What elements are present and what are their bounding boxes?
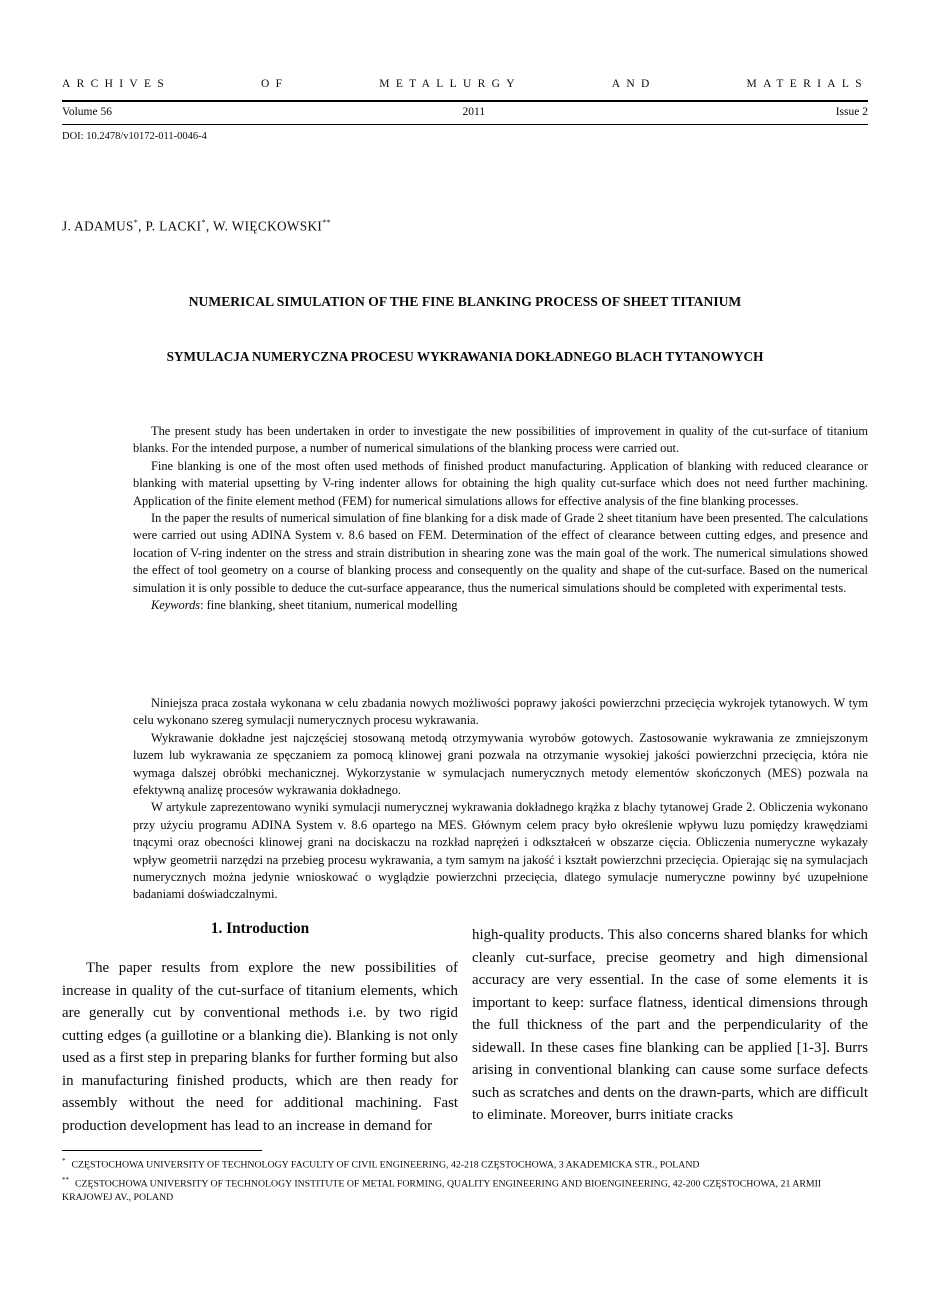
intro-paragraph-left: The paper results from explore the new possibilities of increase in quality of the cut-surface of titanium elements, which are generally cut by conventional methods i.e. by two rigid cutting edges (a guillotine or a blanking die). Blanking is not only used as a first step in preparing blanks for further forming but also in manufacturing finished products, which are then ready for assembly without the need for additional machining. Fast production development has lead to an increase in demand for (62, 960, 458, 1134)
abstract-pl-paragraph-1: Niniejsza praca została wykonana w celu zbadania nowych możliwości poprawy jakości powierzchni przecięcia wykrojek tytanowych. W tym celu wykonano szereg symulacji numerycznych procesu wykrawania. (133, 696, 868, 728)
volume-label: Volume 56 (62, 106, 112, 118)
author-3-affiliation-mark: ** (322, 218, 331, 227)
footnote-2-marker: ** (62, 1175, 69, 1184)
journal-word-archives: ARCHIVES (62, 78, 171, 90)
header-rule-top (62, 100, 868, 102)
journal-header (62, 78, 868, 90)
issue-label: Issue 2 (835, 106, 868, 118)
keywords-text: : fine blanking, sheet titanium, numerical modelling (200, 598, 458, 613)
abstract-pl-paragraph-2: Wykrawanie dokładne jest najczęściej stosowaną metodą otrzymywania wyrobów gotowych. Zastosowanie wykrawania ze zmniejszonym luzem lub wykrawania ze spęczaniem za pomocą klinowej grani pozwala na otrzymanie wysokiej jakości powierzchni przecięcia, która nie wymaga dalszej obróbki mechanicznej. Wykorzystanie w symulacjach numerycznych metody elementów skończonych (MES) pozwala na efektywną analizę procesów wykrawania dokładnego. (133, 730, 868, 798)
author-separator: , (205, 218, 214, 234)
footnote-1 (62, 1155, 868, 1172)
journal-word-and: AND (611, 78, 656, 90)
body-column-right (472, 924, 868, 1127)
header-rule-bottom (62, 124, 868, 125)
journal-word-metallurgy: METALLURGY (379, 78, 521, 90)
author-2-affiliation-mark: * (201, 218, 206, 227)
author-3: W. WIĘCKOWSKI (213, 218, 323, 234)
year-label: 2011 (462, 106, 486, 118)
paper-title-polish: SYMULACJA NUMERYCZNA PROCESU WYKRAWANIA DOKŁADNEGO BLACH TYTANOWYCH (166, 349, 764, 364)
abstract-en-paragraph-1: The present study has been undertaken in order to investigate the new possibilities of improvement in quality of the cut-surface of titanium blanks. For the intended purpose, a number of numerical simulations of the blanking process were carried out. (133, 424, 868, 456)
abstract-en-paragraph-2: Fine blanking is one of the most often used methods of finished product manufacturing. Application of blanking with reduced clearance or blanking with material upsetting by V-ring indenter allows for obtaining the high quality cut-surface which does not need further machining. Application of the finite element method (FEM) for numerical simulations allows for effective analysis of the fine blanking processes. (133, 458, 868, 508)
section-heading-introduction: 1. Introduction (210, 920, 310, 937)
doi-label: DOI: 10.2478/v10172-011-0046-4 (62, 131, 207, 142)
footnote-1-marker: * (62, 1157, 66, 1165)
paper-title-english: NUMERICAL SIMULATION OF THE FINE BLANKING PROCESS OF SHEET TITANIUM (188, 294, 742, 309)
abstract-pl-paragraph-3: W artykule zaprezentowano wyniki symulacji numerycznej wykrawania dokładnego krążka z blachy tytanowej Grade 2. Obliczenia wykonano przy użyciu programu ADINA System v. 8.6 opartego na MES. Głównym celem pracy było określenie wpływu luzu pomiędzy krawędziami tnącymi oraz obecności klinowej grani na dociskaczu na rozkład naprężeń i odkształceń w obszarze cięcia. Obliczenia numeryczne wykazały wpływ geometrii narzędzi na przebieg procesu wykrawania, a tym samym na jakość i kształt powierzchni przecięcia. Opierając się na symulacjach numerycznych można jedynie wnioskować o wyglądzie powierzchni przecięcia, dlatego symulacje numeryczne powinny być uzupełnione badaniami doświadczalnymi. (133, 800, 868, 902)
author-1: J. ADAMUS (62, 218, 134, 234)
intro-paragraph-right: high-quality products. This also concerns shared blanks for which cleanly cut-surface, precise geometry and high dimensional accuracy are very essential. In the case of some elements it is important to keep: surface flatness, identical dimensions through the full thickness of the part and the perpendicularity of the sidewall. In these cases fine blanking can be applied [1-3]. Burrs arising in conventional blanking can cause some surface defects such as scratches and dents on the drawn-parts, which are difficult to eliminate. Moreover, burrs initiate cracks (472, 927, 868, 1123)
abstract-polish (133, 695, 868, 904)
keywords-label: Keywords (151, 598, 201, 613)
author-2: P. LACKI (145, 218, 202, 234)
author-1-affiliation-mark: * (133, 218, 139, 227)
body-column-left (62, 920, 458, 1137)
abstract-english (133, 423, 868, 614)
journal-word-of: OF (261, 78, 289, 90)
footnote-1-text: CZĘSTOCHOWA UNIVERSITY OF TECHNOLOGY FACULTY OF CIVIL ENGINEERING, 42-218 CZĘSTOCHOWA, 3 AKADEMICKA STR., POLAND (71, 1159, 700, 1171)
volume-row (62, 106, 868, 118)
authors-line (62, 218, 331, 234)
footnote-rule (62, 1150, 262, 1151)
journal-word-materials: MATERIALS (746, 78, 868, 90)
abstract-en-paragraph-3: In the paper the results of numerical simulation of fine blanking for a disk made of Grade 2 sheet titanium have been presented. The calculations were carried out using ADINA System v. 8.6 based on FEM. Determination of the effect of clearance between cutting edges, and presence and location of V-ring indenter on the stress and strain distribution in shearing zone was the main goal of the work. The numerical simulations showed the effect of tool geometry on a course of blanking process and consequently on the quality and shape of the cut-surface. Based on the numerical simulation it is only possible to deduce the cut-surface appearance, thus the numerical simulations should be completed with experimental tests. (133, 511, 868, 595)
keywords-line (133, 597, 868, 614)
footnote-2 (62, 1174, 868, 1204)
author-separator: , (138, 218, 146, 234)
footnote-block (62, 1150, 868, 1206)
footnote-2-text: CZĘSTOCHOWA UNIVERSITY OF TECHNOLOGY INSTITUTE OF METAL FORMING, QUALITY ENGINEERING AND BIOENGINEERING, 42-200 CZĘSTOCHOWA, 21 ARMII KRAJOWEJ AV., POLAND (62, 1178, 822, 1203)
